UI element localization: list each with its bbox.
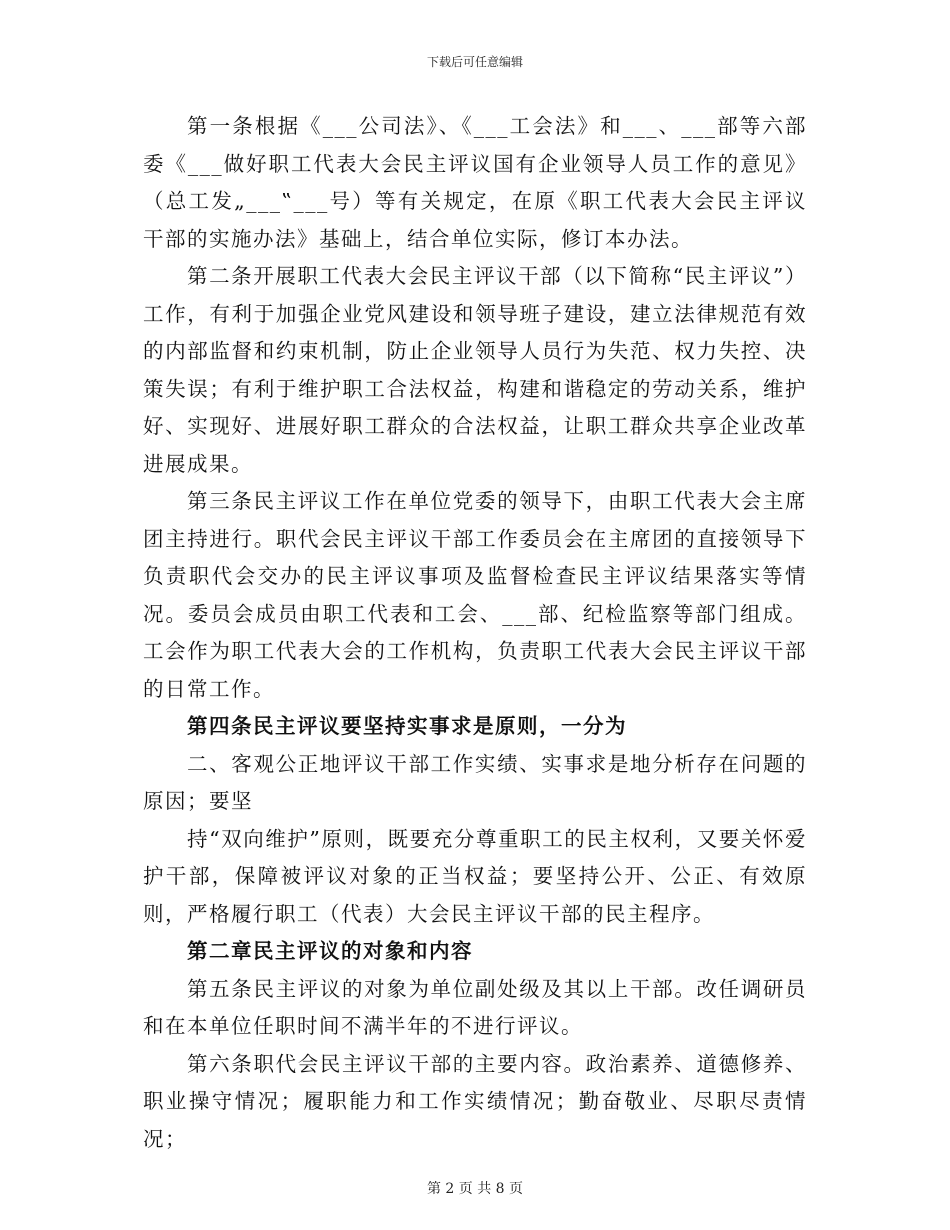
article-5: 第五条民主评议的对象为单位副处级及其以上干部。改任调研员和在本单位任职时间不满半年的不进行评议。	[143, 976, 807, 1038]
document-body	[143, 108, 807, 1158]
article-1: 第一条根据《___公司法》、《___工会法》和___、___部等六部委《___做好职工代表大会民主评议国有企业领导人员工作的意见》（总工发„___‟___号）等有关规定，在原《职工代表大会民主评议干部的实施办法》基础上，结合单位实际，修订本办法。	[143, 114, 807, 251]
article-4-heading: 第四条民主评议要坚持实事求是原则，一分为	[187, 714, 627, 738]
article-6: 第六条职代会民主评议干部的主要内容。政治素养、道德修养、职业操守情况；履职能力和工作实绩情况；勤奋敬业、尽职尽责情况；	[143, 1051, 807, 1151]
article-4-body-b: 持“双向维护”原则，既要充分尊重职工的民主权利，又要关怀爱护干部，保障被评议对象的正当权益；要坚持公开、公正、有效原则，严格履行职工（代表）大会民主评议干部的民主程序。	[143, 826, 807, 926]
chapter-2-heading: 第二章民主评议的对象和内容	[187, 939, 473, 963]
article-4-body-a: 二、客观公正地评议干部工作实绩、实事求是地分析存在问题的原因；要坚	[143, 751, 807, 813]
page-header: 下载后可任意编辑	[426, 55, 523, 69]
article-2: 第二条开展职工代表大会民主评议干部（以下简称“民主评议”）工作，有利于加强企业党风建设和领导班子建设，建立法律规范有效的内部监督和约束机制，防止企业领导人员行为失范、权力失控、决策失误；有利于维护职工合法权益，构建和谐稳定的劳动关系，维护好、实现好、进展好职工群众的合法权益，让职工群众共享企业改革进展成果。	[143, 264, 807, 476]
article-3: 第三条民主评议工作在单位党委的领导下，由职工代表大会主席团主持进行。职代会民主评议干部工作委员会在主席团的直接领导下负责职代会交办的民主评议事项及监督检查民主评议结果落实等情况。委员会成员由职工代表和工会、___部、纪检监察等部门组成。工会作为职工代表大会的工作机构，负责职工代表大会民主评议干部的日常工作。	[143, 489, 807, 701]
page-footer: 第 2 页 共 8 页	[426, 1181, 524, 1197]
